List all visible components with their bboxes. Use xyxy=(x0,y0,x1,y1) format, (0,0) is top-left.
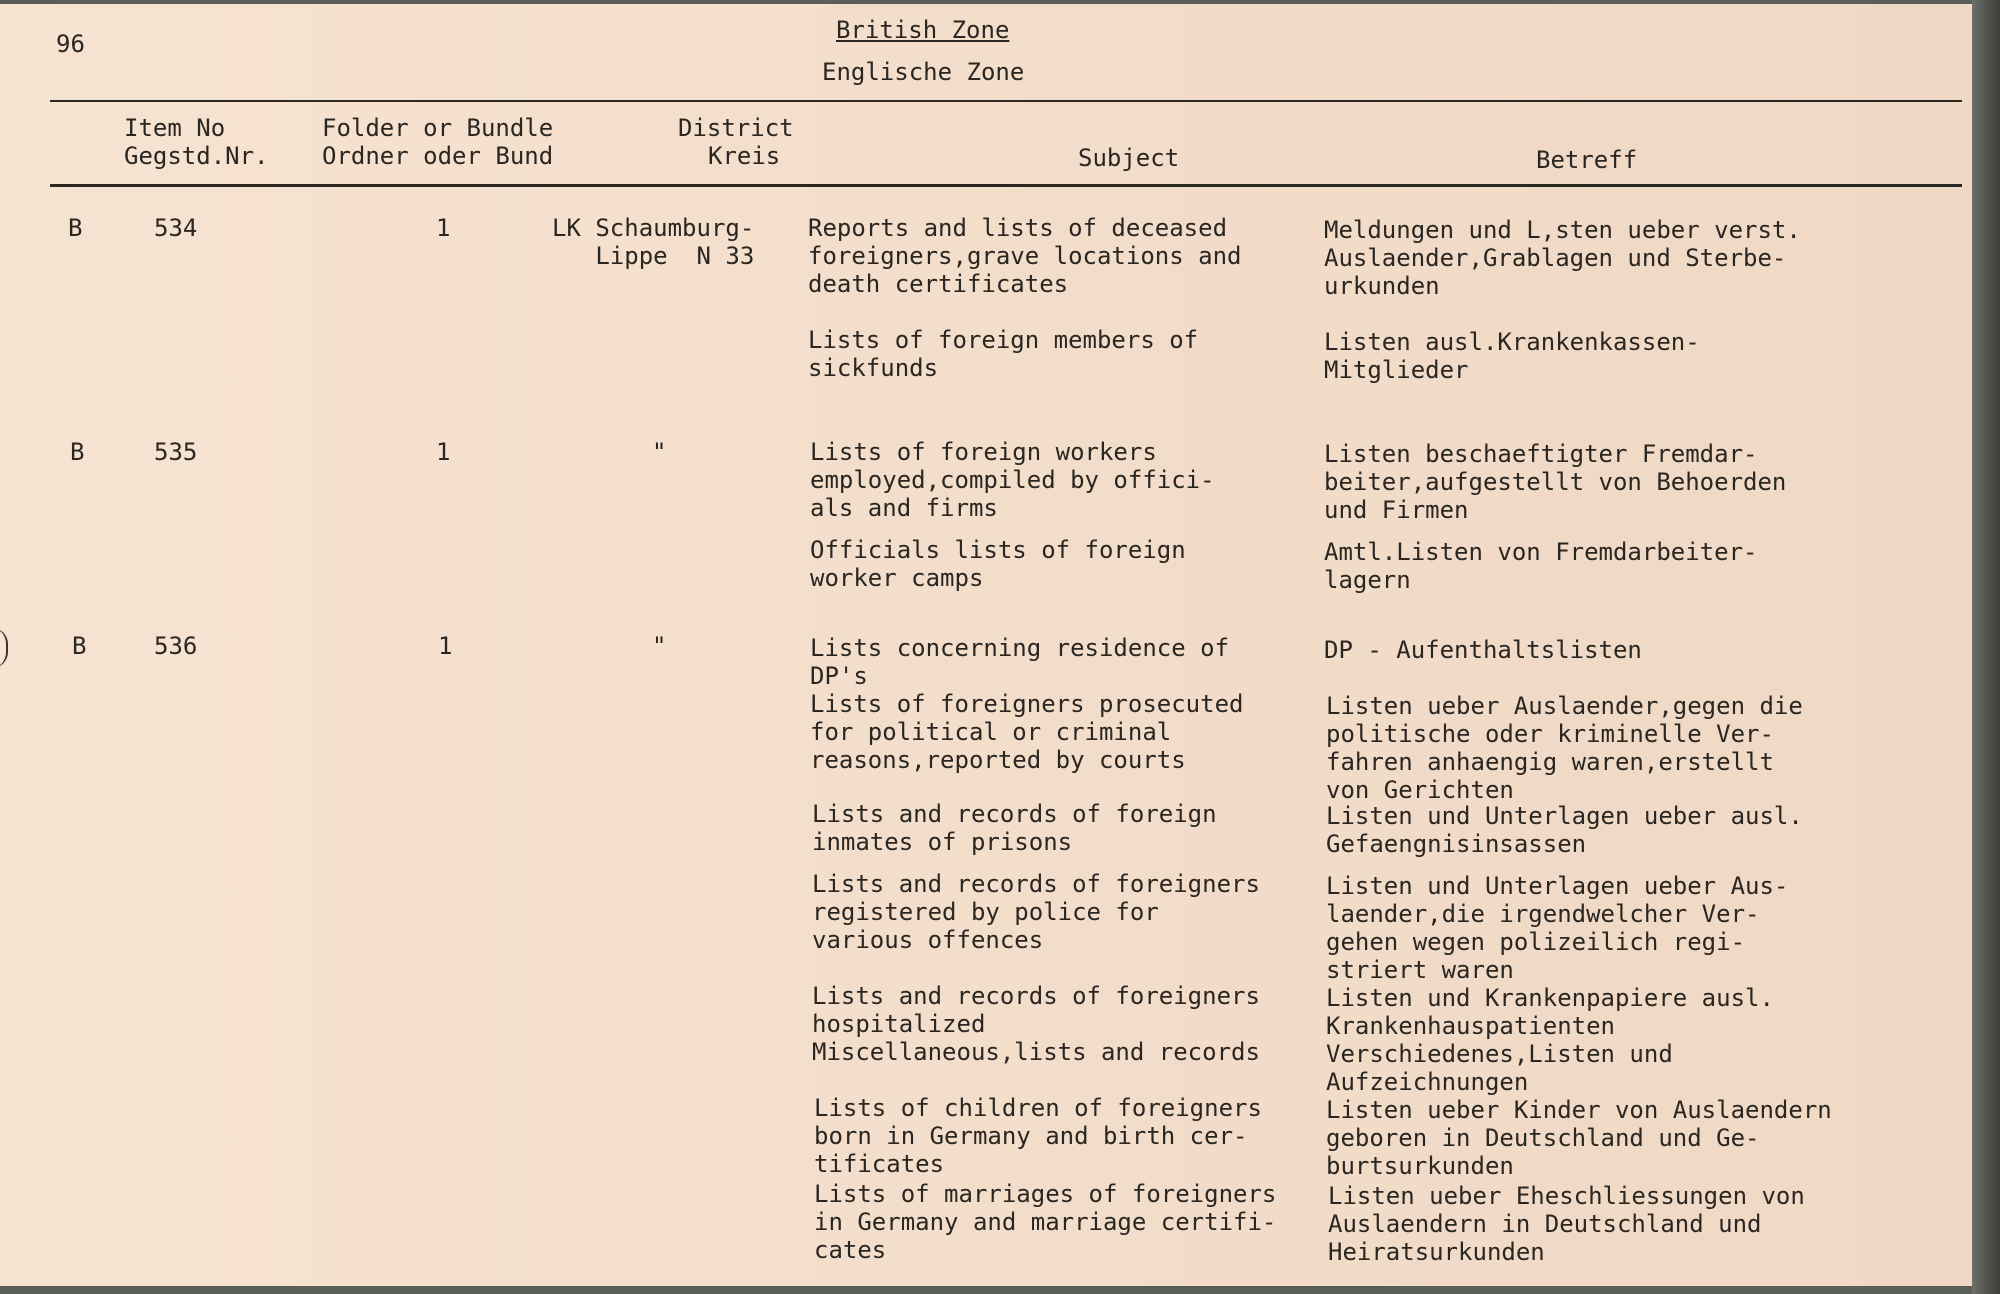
entry-item-number: 536 xyxy=(154,632,198,660)
col-header-district-en: District xyxy=(678,114,794,142)
entry-prefix: B xyxy=(70,438,85,466)
ledger-page xyxy=(0,4,1972,1286)
entry-item-number: 535 xyxy=(154,438,198,466)
col-header-folder-de: Ordner oder Bund xyxy=(322,142,554,170)
entry-subject: Lists of marriages of foreigners in Germany and marriage certifi- cates xyxy=(814,1180,1277,1264)
entry-betreff: Listen ausl.Krankenkassen- Mitglieder xyxy=(1324,328,1700,384)
entry-betreff: DP - Aufenthaltslisten xyxy=(1324,636,1642,664)
entry-prefix: B xyxy=(72,632,87,660)
entry-betreff: Listen beschaeftigter Fremdar- beiter,aufgestellt von Behoerden und Firmen xyxy=(1324,440,1787,524)
entry-betreff: Listen ueber Kinder von Auslaendern geboren in Deutschland und Ge- burtsurkunden xyxy=(1326,1096,1832,1180)
col-header-betreff: Betreff xyxy=(1536,146,1638,174)
entry-betreff: Meldungen und L,sten ueber verst. Auslaender,Grablagen und Sterbe- urkunden xyxy=(1324,216,1801,300)
binding-shadow xyxy=(1972,0,2000,1294)
entry-district: " xyxy=(652,632,667,660)
entry-subject: Lists of foreigners prosecuted for political or criminal reasons,reported by courts xyxy=(810,690,1244,774)
entry-item-number: 534 xyxy=(154,214,198,242)
entry-subject: Lists concerning residence of DP's xyxy=(810,634,1230,690)
entry-subject: Lists and records of foreigners hospitalized xyxy=(812,982,1260,1038)
entry-subject: Lists of children of foreigners born in Germany and birth cer- tificates xyxy=(814,1094,1262,1178)
binding-hole-mark xyxy=(0,628,8,668)
page-title-german: Englische Zone xyxy=(822,58,1025,86)
entry-subject: Lists of foreign workers employed,compiled by offici- als and firms xyxy=(810,438,1215,522)
entry-betreff: Listen und Unterlagen ueber Aus- laender,die irgendwelcher Ver- gehen wegen polizeilich regi- striert waren xyxy=(1326,872,1789,984)
page-number: 96 xyxy=(56,30,85,58)
col-header-subject: Subject xyxy=(1078,144,1180,172)
page-title-english: British Zone xyxy=(836,16,1010,44)
entry-folder: 1 xyxy=(436,438,451,466)
col-header-item-en: Item No xyxy=(124,114,226,142)
entry-subject: Lists of foreign members of sickfunds xyxy=(808,326,1199,382)
entry-betreff: Listen ueber Auslaender,gegen die politische oder kriminelle Ver- fahren anhaengig waren,erstellt von Gerichten xyxy=(1326,692,1803,804)
entry-district: LK Schaumburg- Lippe N 33 xyxy=(552,214,755,270)
col-header-folder-en: Folder or Bundle xyxy=(322,114,554,142)
header-top-rule xyxy=(50,100,1962,102)
entry-folder: 1 xyxy=(436,214,451,242)
entry-subject: Reports and lists of deceased foreigners,grave locations and death certificates xyxy=(808,214,1242,298)
entry-subject: Officials lists of foreign worker camps xyxy=(810,536,1186,592)
entry-prefix: B xyxy=(68,214,83,242)
entry-betreff: Listen und Unterlagen ueber ausl. Gefaengnisinsassen xyxy=(1326,802,1803,858)
header-bottom-rule xyxy=(50,184,1962,187)
col-header-item-de: Gegstd.Nr. xyxy=(124,142,269,170)
entry-folder: 1 xyxy=(438,632,453,660)
entry-betreff: Verschiedenes,Listen und Aufzeichnungen xyxy=(1326,1040,1673,1096)
entry-subject: Lists and records of foreigners registered by police for various offences xyxy=(812,870,1260,954)
entry-subject: Lists and records of foreign inmates of prisons xyxy=(812,800,1217,856)
entry-betreff: Listen ueber Eheschliessungen von Auslaendern in Deutschland und Heiratsurkunden xyxy=(1328,1182,1805,1266)
entry-betreff: Amtl.Listen von Fremdarbeiter- lagern xyxy=(1324,538,1758,594)
col-header-district-de: Kreis xyxy=(708,142,781,170)
entry-district: " xyxy=(652,438,667,466)
entry-subject: Miscellaneous,lists and records xyxy=(812,1038,1260,1066)
entry-betreff: Listen und Krankenpapiere ausl. Krankenhauspatienten xyxy=(1326,984,1774,1040)
